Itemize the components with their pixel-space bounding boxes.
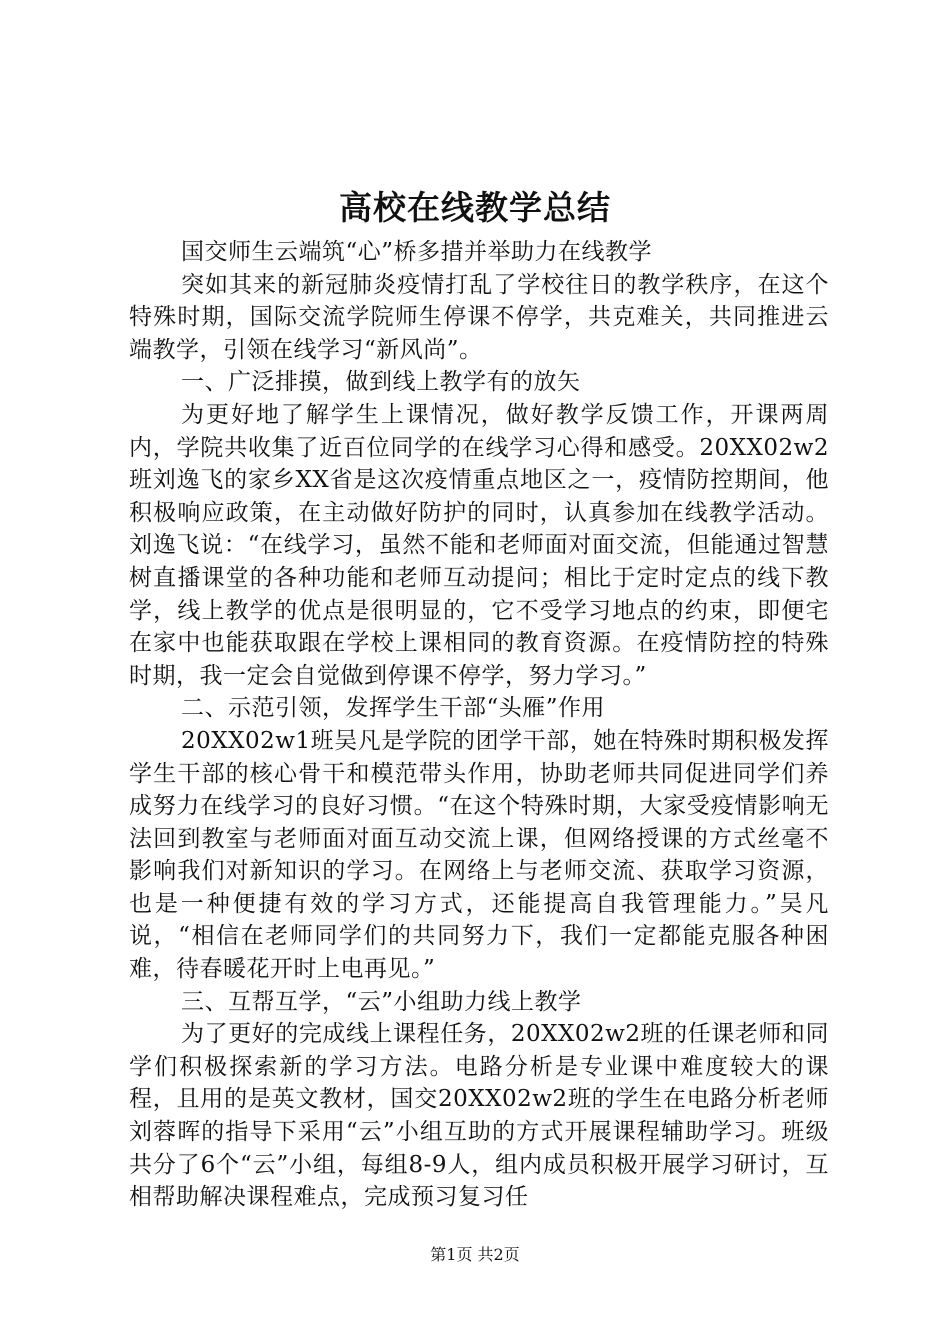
page-footer: 第1页 共2页	[430, 1245, 520, 1264]
subtitle-paragraph: 国交师生云端筑“心”桥多措并举助力在线教学	[181, 239, 653, 265]
intro-paragraph: 突如其来的新冠肺炎疫情打乱了学校往日的教学秩序，在这个特殊时期，国际交流学院师生停课不停学，共克难关，共同推进云端教学，引领在线学习“新风尚”。	[129, 271, 829, 363]
document-body	[129, 236, 829, 1214]
section-heading-3: 三、互帮互学，“云”小组助力线上教学	[181, 988, 582, 1015]
section-heading-2: 二、示范引领，发挥学生干部“头雁”作用	[181, 695, 606, 722]
document-title: 高校在线教学总结	[339, 188, 611, 227]
section-2-paragraph: 20XX02w1班吴凡是学院的团学干部，她在特殊时期积极发挥学生干部的核心骨干和模范带头作用，协助老师共同促进同学们养成努力在线学习的良好习惯。“在这个特殊时期，大家受疫情影响无法回到教室与老师面对面互动交流上课，但网络授课的方式丝毫不影响我们对新知识的学习。在网络上与老师交流、获取学习资源，也是一种便捷有效的学习方式，还能提高自我管理能力。”吴凡说，“相信在老师同学们的共同努力下，我们一定都能克服各种困难，待春暖花开时上电再见。”	[129, 727, 829, 983]
section-heading-1: 一、广泛排摸，做到线上教学有的放矢	[181, 369, 581, 396]
section-1-paragraph: 为更好地了解学生上课情况，做好教学反馈工作，开课两周内，学院共收集了近百位同学的在线学习心得和感受。20XX02w2班刘逸飞的家乡XX省是这次疫情重点地区之一，疫情防控期间，他积极响应政策，在主动做好防护的同时，认真参加在线教学活动。刘逸飞说：“在线学习，虽然不能和老师面对面交流，但能通过智慧树直播课堂的各种功能和老师互动提问；相比于定时定点的线下教学，线上教学的优点是很明显的，它不受学习地点的约束，即便宅在家中也能获取跟在学校上课相同的教育资源。在疫情防控的特殊时期，我一定会自觉做到停课不停学，努力学习。”	[129, 401, 829, 689]
section-3-paragraph: 为了更好的完成线上课程任务，20XX02w2班的任课老师和同学们积极探索新的学习方法。电路分析是专业课中难度较大的课程，且用的是英文教材，国交20XX02w2班的学生在电路分析老师刘蓉晖的指导下采用“云”小组互助的方式开展课程辅助学习。班级共分了6个“云”小组，每组8-9人，组内成员积极开展学习研讨，互相帮助解决课程难点，完成预习复习任	[129, 1021, 829, 1211]
